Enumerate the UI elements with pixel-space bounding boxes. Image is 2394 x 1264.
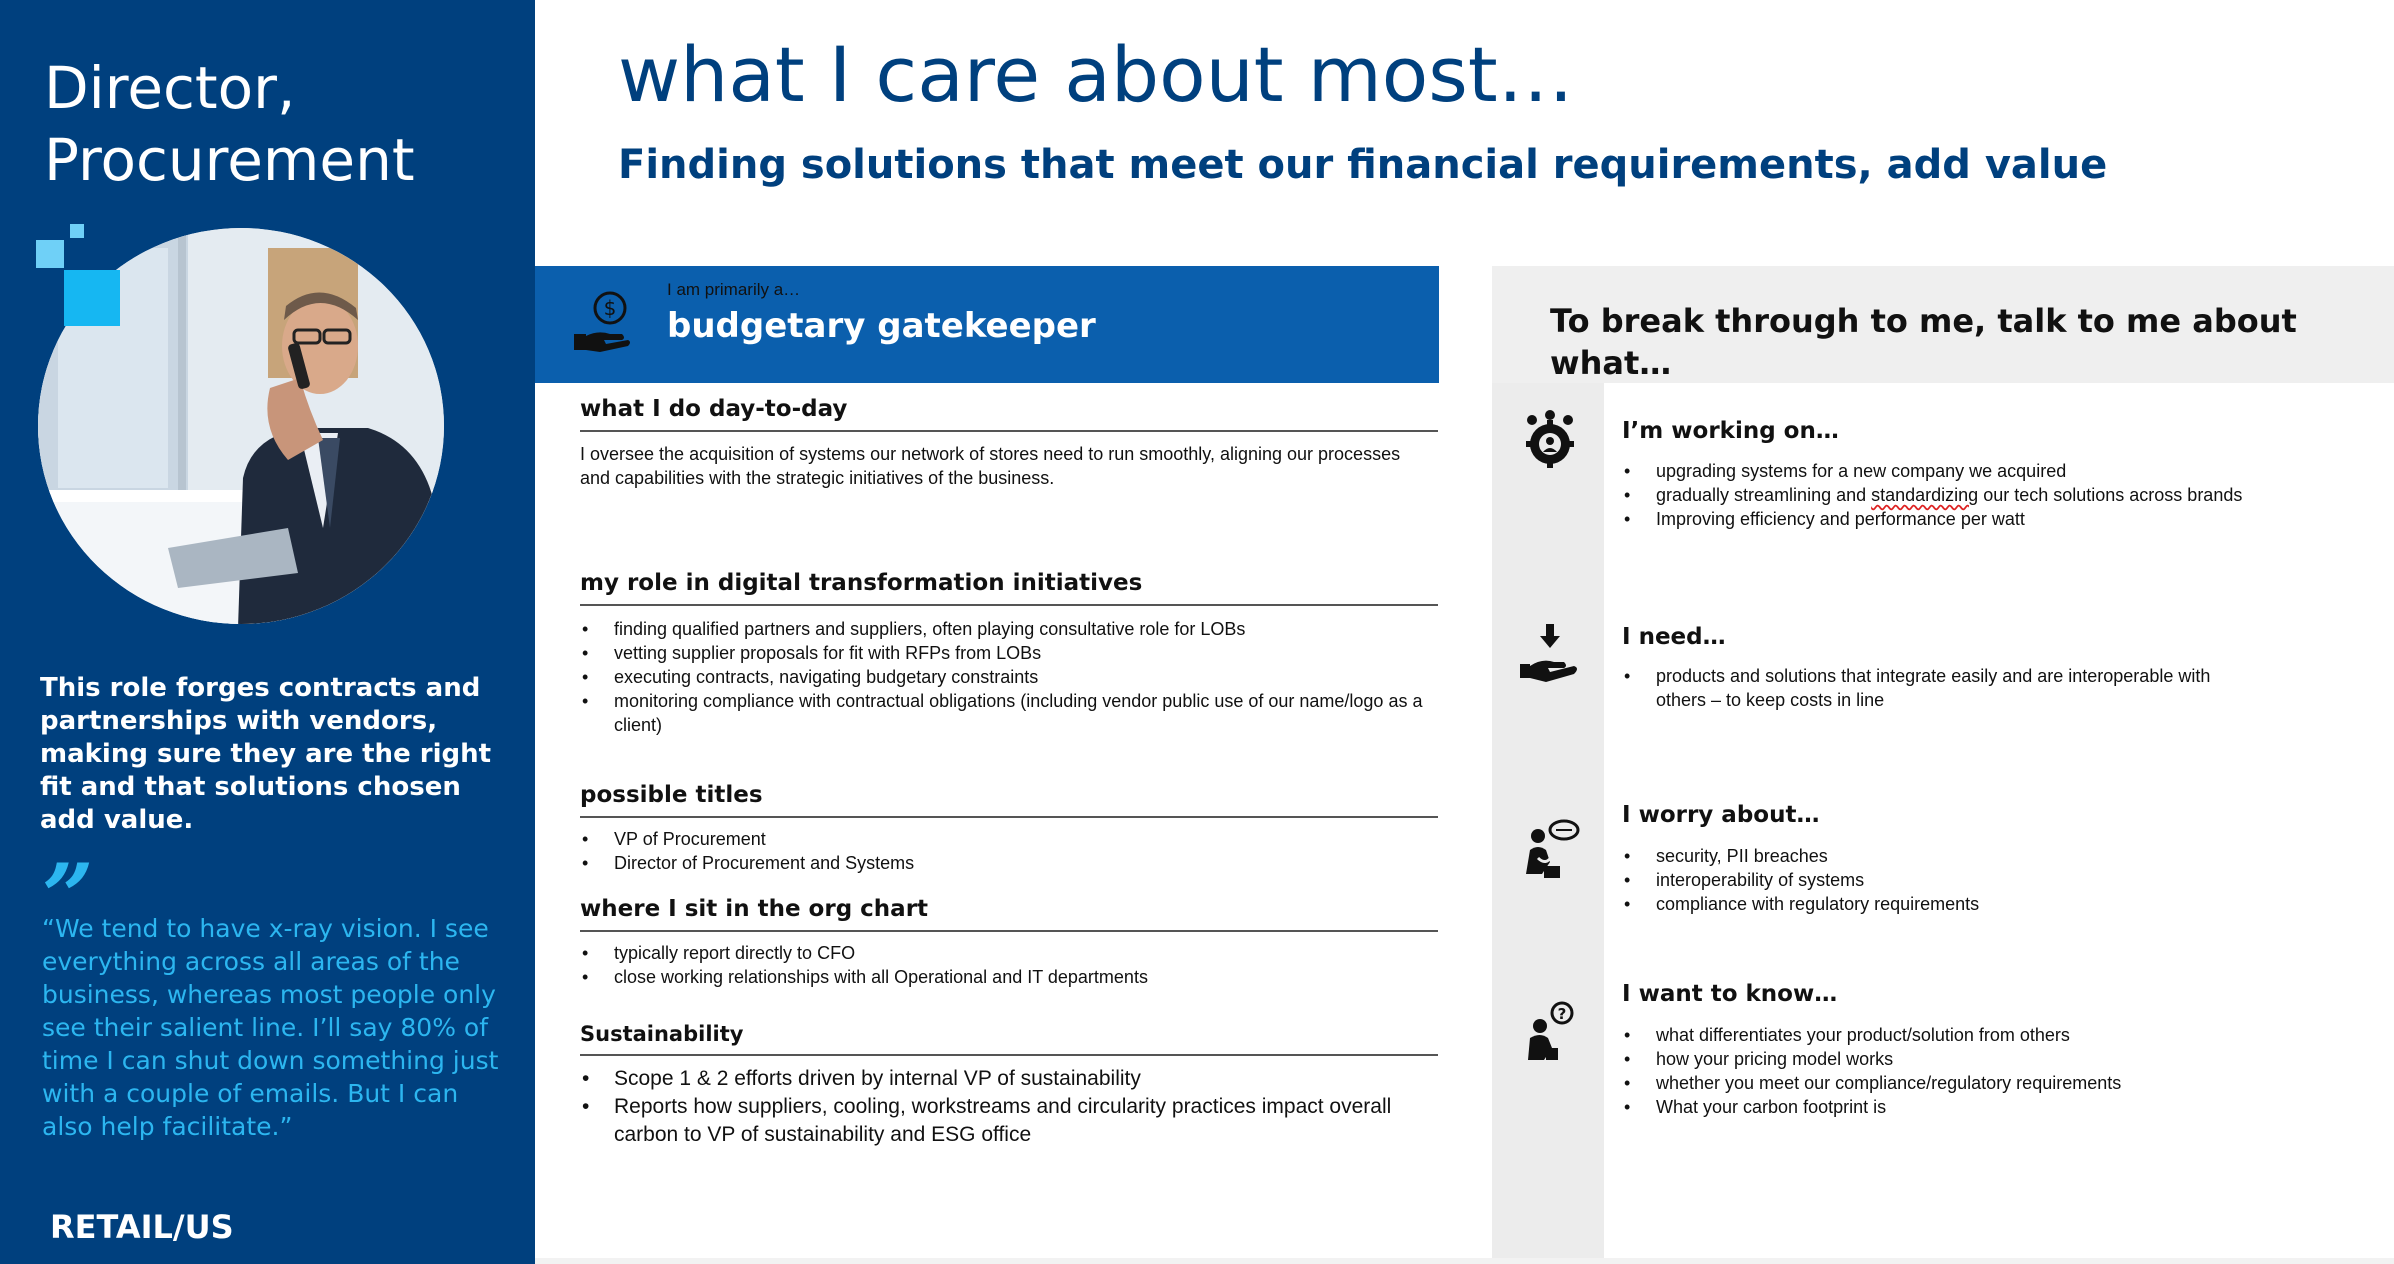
money-hand-icon xyxy=(570,290,634,354)
list-want-to-know xyxy=(1622,1023,2262,1119)
list-item: • close working relationships with all Operational and IT departments xyxy=(580,965,1430,989)
gatekeeper-title: budgetary gatekeeper xyxy=(667,306,1096,346)
page-subheadline: Finding solutions that meet our financial requirements, add value xyxy=(618,142,2108,188)
gatekeeper-kicker: I am primarily a… xyxy=(667,280,801,299)
section-heading-day-to-day: what I do day-to-day xyxy=(580,396,1438,432)
list-need xyxy=(1622,664,2262,712)
section-heading-sustainability: Sustainability xyxy=(580,1022,1438,1056)
section-heading-digital-role: my role in digital transformation initiatives xyxy=(580,570,1438,606)
decor-square-large xyxy=(64,270,120,326)
list-sustainability xyxy=(580,1065,1430,1149)
list-item: • Reports how suppliers, cooling, workstreams and circularity practices impact overall carbon to VP of sustainability and ESG office xyxy=(580,1093,1430,1149)
list-digital-role xyxy=(580,617,1430,737)
list-item: • how your pricing model works xyxy=(1622,1047,2262,1071)
list-item: • executing contracts, navigating budgetary constraints xyxy=(580,665,1430,689)
section-text-day-to-day: I oversee the acquisition of systems our network of stores need to run smoothly, aligning our processes and capabilities with the strategic initiatives of the business. xyxy=(580,444,1401,488)
svg-text:$: $ xyxy=(603,296,617,320)
list-item: • What your carbon footprint is xyxy=(1622,1095,2262,1119)
section-heading-titles: possible titles xyxy=(580,782,1438,818)
decor-square-mid xyxy=(36,240,64,268)
list-item: • Director of Procurement and Systems xyxy=(580,851,1430,875)
persona-quote: “We tend to have x-ray vision. I see everything across all areas of the business, whereas most people only see their salient line. I’ll say 80% of time I can shut down something just with a couple of emails. But I can also help facilitate.” xyxy=(42,914,499,1141)
list-item xyxy=(1622,483,2262,507)
role-title xyxy=(44,52,514,196)
list-item: • whether you meet our compliance/regulatory requirements xyxy=(1622,1071,2262,1095)
list-item: • vetting supplier proposals for fit with RFPs from LOBs xyxy=(580,641,1430,665)
list-item: • products and solutions that integrate easily and are interoperable with others – to keep costs in line xyxy=(1622,664,2262,712)
list-item: • typically report directly to CFO xyxy=(580,941,1430,965)
quote-mark: ” xyxy=(42,844,94,950)
list-item-text: our tech solutions across brands xyxy=(1978,485,2243,505)
list-item: • finding qualified partners and suppliers, often playing consultative role for LOBs xyxy=(580,617,1430,641)
region-label: RETAIL/US xyxy=(50,1208,234,1246)
heading-want-to-know: I want to know… xyxy=(1622,981,1838,1007)
list-item: • what differentiates your product/solution from others xyxy=(1622,1023,2262,1047)
list-item: • monitoring compliance with contractual obligations (including vendor public use of our name/logo as a client) xyxy=(580,689,1430,737)
receive-hand-icon xyxy=(1518,620,1582,684)
list-item: • security, PII breaches xyxy=(1622,844,2262,868)
list-worry xyxy=(1622,844,2262,916)
list-org-chart xyxy=(580,941,1430,989)
decor-square-small xyxy=(70,224,84,238)
team-gear-icon xyxy=(1518,408,1582,472)
list-item: • VP of Procurement xyxy=(580,827,1430,851)
list-item-text: gradually streamlining and xyxy=(1656,485,1872,505)
list-item: • upgrading systems for a new company we acquired xyxy=(1622,459,2262,483)
heading-working-on: I’m working on… xyxy=(1622,418,1839,444)
list-item: • Improving efficiency and performance per watt xyxy=(1622,507,2262,531)
heading-need: I need… xyxy=(1622,624,1726,650)
page-headline: what I care about most… xyxy=(618,30,1574,119)
list-item: • compliance with regulatory requirements xyxy=(1622,892,2262,916)
list-item: • Scope 1 & 2 efforts driven by internal VP of sustainability xyxy=(580,1065,1430,1093)
list-working-on xyxy=(1622,459,2262,531)
bottom-divider xyxy=(535,1258,2394,1264)
spellcheck-underlined-word: standardizing xyxy=(1871,485,1979,505)
question-person-icon xyxy=(1518,1000,1582,1064)
role-summary: This role forges contracts and partnerships with vendors, making sure they are the right fit and that solutions chosen add value. xyxy=(40,673,492,835)
list-titles xyxy=(580,827,1430,875)
talk-title: To break through to me, talk to me about what… xyxy=(1550,302,2297,382)
worried-person-icon xyxy=(1518,818,1582,882)
section-heading-org-chart: where I sit in the org chart xyxy=(580,896,1438,932)
role-title-line1: Director, xyxy=(44,54,296,122)
svg-text:?: ? xyxy=(1557,1005,1567,1023)
heading-worry: I worry about… xyxy=(1622,802,1820,828)
role-title-line2: Procurement xyxy=(44,126,415,194)
list-item: • interoperability of systems xyxy=(1622,868,2262,892)
